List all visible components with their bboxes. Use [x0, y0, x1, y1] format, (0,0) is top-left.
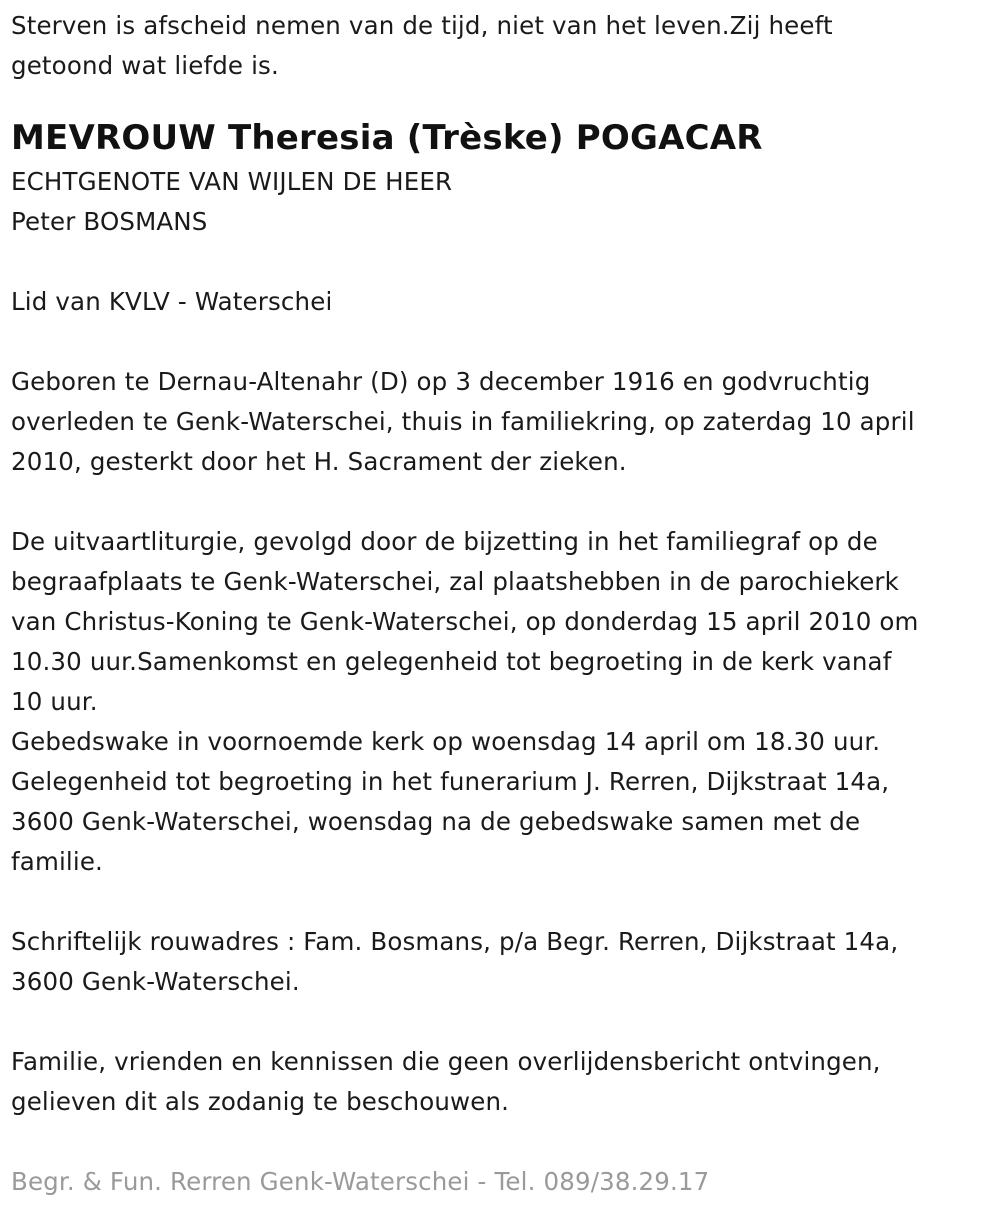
- paragraph-line: 2010, gesterkt door het H. Sacrament der zieken.: [11, 447, 627, 476]
- paragraph-line: 3600 Genk-Waterschei.: [11, 967, 300, 996]
- paragraph-line: van Christus-Koning te Genk-Waterschei, op donderdag 15 april 2010 om: [11, 607, 919, 636]
- funeral-paragraph: [11, 522, 1000, 882]
- motto-line: getoond wat liefde is.: [11, 51, 279, 80]
- paragraph-line: familie.: [11, 847, 103, 876]
- spacer: [11, 1122, 1000, 1162]
- birth-death-paragraph: [11, 362, 1000, 482]
- motto-block: [11, 6, 1000, 86]
- spacer: [11, 882, 1000, 922]
- paragraph-line: 3600 Genk-Waterschei, woensdag na de gebedswake samen met de: [11, 807, 861, 836]
- paragraph-line: 10.30 uur.Samenkomst en gelegenheid tot begroeting in de kerk vanaf: [11, 647, 892, 676]
- deceased-block: [11, 114, 1000, 242]
- membership-text: Lid van KVLV - Waterschei: [11, 287, 333, 316]
- spacer: [11, 242, 1000, 282]
- paragraph-line: 10 uur.: [11, 687, 98, 716]
- spacer: [11, 86, 1000, 114]
- notice-paragraph: [11, 1042, 1000, 1122]
- paragraph-line: gelieven dit als zodanig te beschouwen.: [11, 1087, 510, 1116]
- motto-line: Sterven is afscheid nemen van de tijd, niet van het leven.Zij heeft: [11, 11, 833, 40]
- paragraph-line: Schriftelijk rouwadres : Fam. Bosmans, p/a Begr. Rerren, Dijkstraat 14a,: [11, 927, 899, 956]
- paragraph-line: Familie, vrienden en kennissen die geen overlijdensbericht ontvingen,: [11, 1047, 881, 1076]
- paragraph-line: Gelegenheid tot begroeting in het funerarium J. Rerren, Dijkstraat 14a,: [11, 767, 890, 796]
- spacer: [11, 322, 1000, 362]
- funeral-home-footer: Begr. & Fun. Rerren Genk-Waterschei - Tel. 089/38.29.17: [11, 1167, 710, 1196]
- paragraph-line: Geboren te Dernau-Altenahr (D) op 3 december 1916 en godvruchtig: [11, 367, 871, 396]
- paragraph-line: De uitvaartliturgie, gevolgd door de bijzetting in het familiegraf op de: [11, 527, 878, 556]
- spouse-prefix: ECHTGENOTE VAN WIJLEN DE HEER: [11, 167, 453, 196]
- deceased-name-title: MEVROUW Theresia (Trèske) POGACAR: [11, 118, 763, 158]
- paragraph-line: begraafplaats te Genk-Waterschei, zal plaatshebben in de parochiekerk: [11, 567, 899, 596]
- spouse-name: Peter BOSMANS: [11, 207, 208, 236]
- spacer: [11, 1002, 1000, 1042]
- address-paragraph: [11, 922, 1000, 1002]
- spacer: [11, 482, 1000, 522]
- paragraph-line: overleden te Genk-Waterschei, thuis in familiekring, op zaterdag 10 april: [11, 407, 915, 436]
- paragraph-line: Gebedswake in voornoemde kerk op woensdag 14 april om 18.30 uur.: [11, 727, 881, 756]
